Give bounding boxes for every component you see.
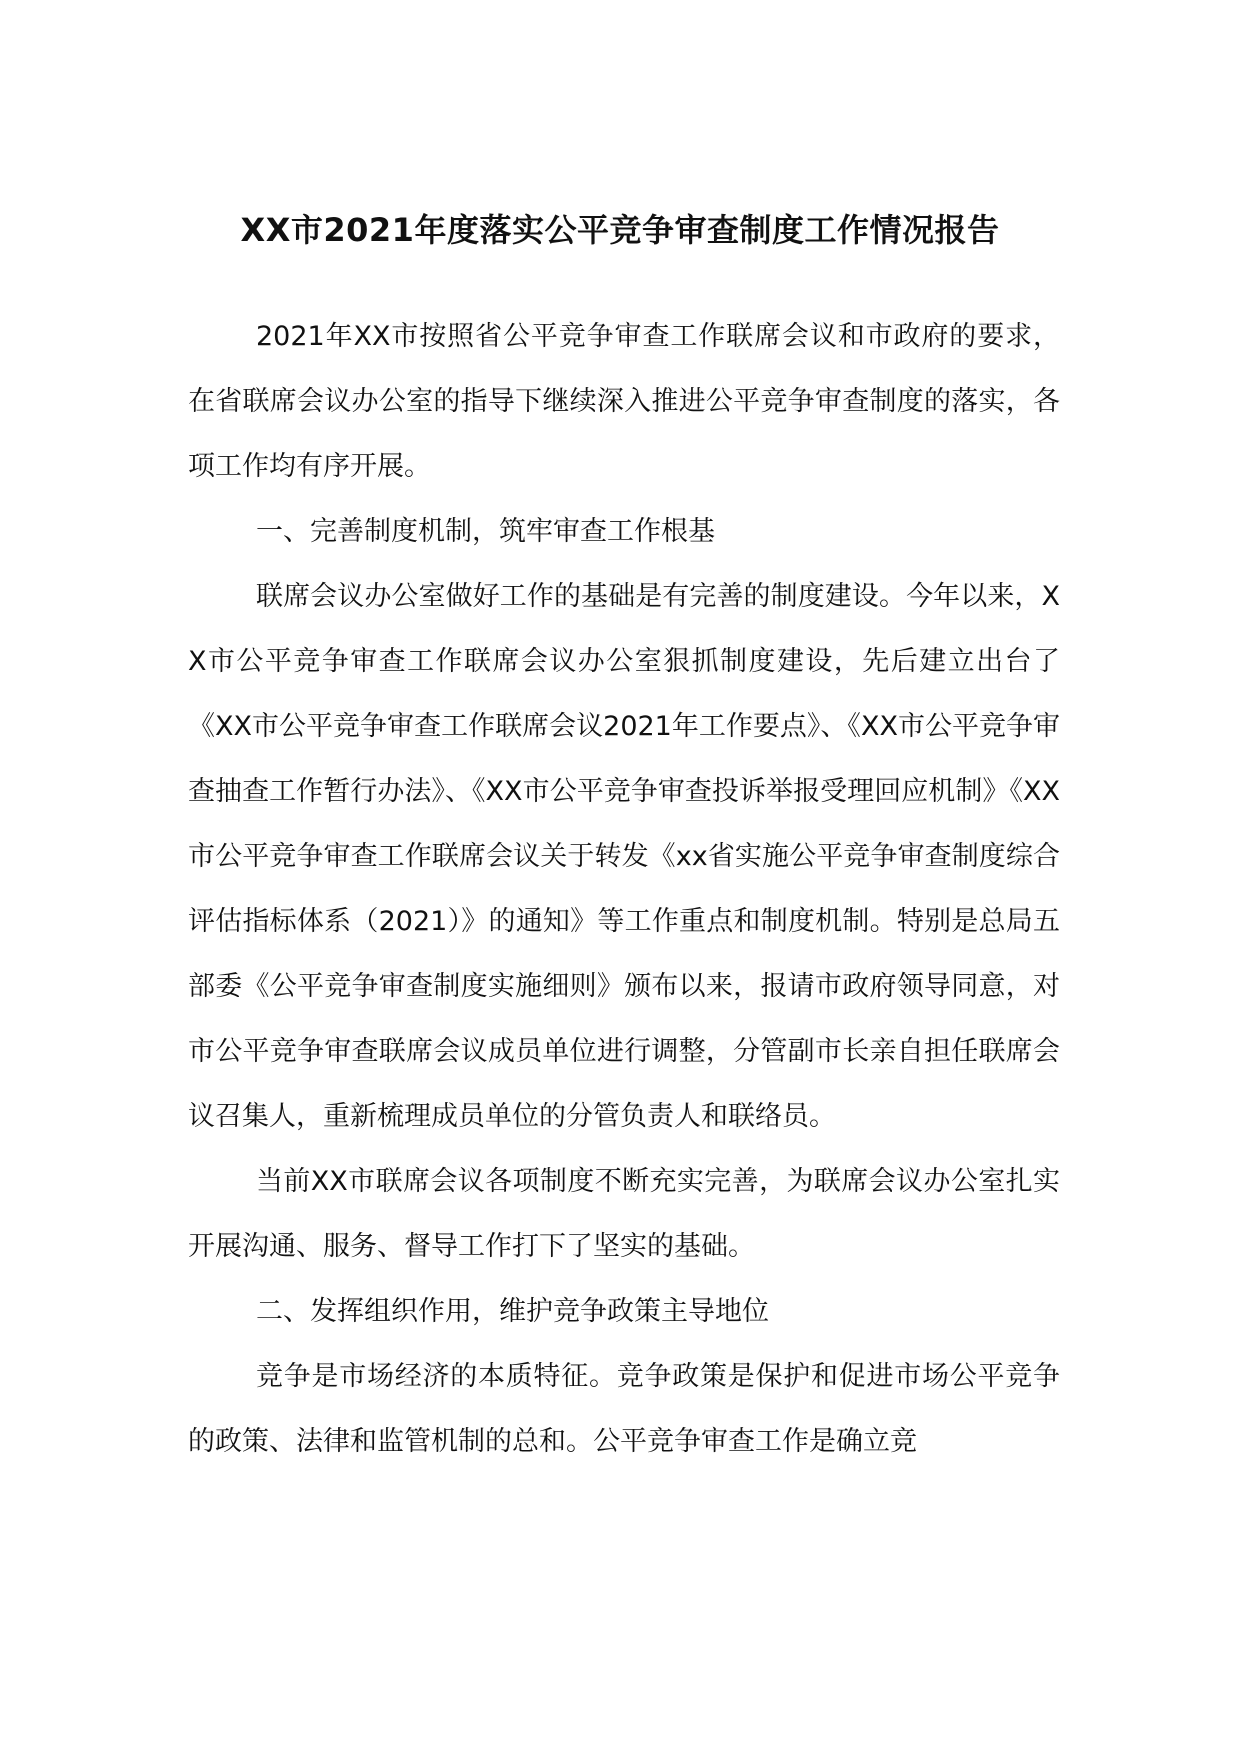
section-2-paragraph: 竞争是市场经济的本质特征。竞争政策是保护和促进市场公平竞争的政策、法律和监管机制的总和。公平竞争审查工作是确立竞 bbox=[188, 1361, 1060, 1457]
intro-paragraph: 2021年XX市按照省公平竞争审查工作联席会议和市政府的要求，在省联席会议办公室的指导下继续深入推进公平竞争审查制度的落实，各项工作均有序开展。 bbox=[188, 321, 1060, 482]
document-title: XX市2021年度落实公平竞争审查制度工作情况报告 bbox=[240, 211, 1000, 249]
document-body bbox=[188, 304, 1060, 1474]
section-heading-1: 一、完善制度机制，筑牢审查工作根基 bbox=[256, 516, 715, 547]
section-heading-2: 二、发挥组织作用，维护竞争政策主导地位 bbox=[256, 1296, 769, 1327]
section-1-conclusion-paragraph: 当前XX市联席会议各项制度不断充实完善，为联席会议办公室扎实开展沟通、服务、督导工作打下了坚实的基础。 bbox=[188, 1166, 1060, 1262]
section-1-paragraph: 联席会议办公室做好工作的基础是有完善的制度建设。今年以来，XX市公平竞争审查工作联席会议办公室狠抓制度建设，先后建立出台了《XX市公平竞争审查工作联席会议2021年工作要点》、《XX市公平竞争审查抽查工作暂行办法》、《XX市公平竞争审查投诉举报受理回应机制》《XX市公平竞争审查工作联席会议关于转发《xx省实施公平竞争审查制度综合评估指标体系（2021）》的通知》等工作重点和制度机制。特别是总局五部委《公平竞争审查制度实施细则》颁布以来，报请市政府领导同意，对市公平竞争审查联席会议成员单位进行调整，分管副市长亲自担任联席会议召集人，重新梳理成员单位的分管负责人和联络员。 bbox=[188, 581, 1060, 1132]
